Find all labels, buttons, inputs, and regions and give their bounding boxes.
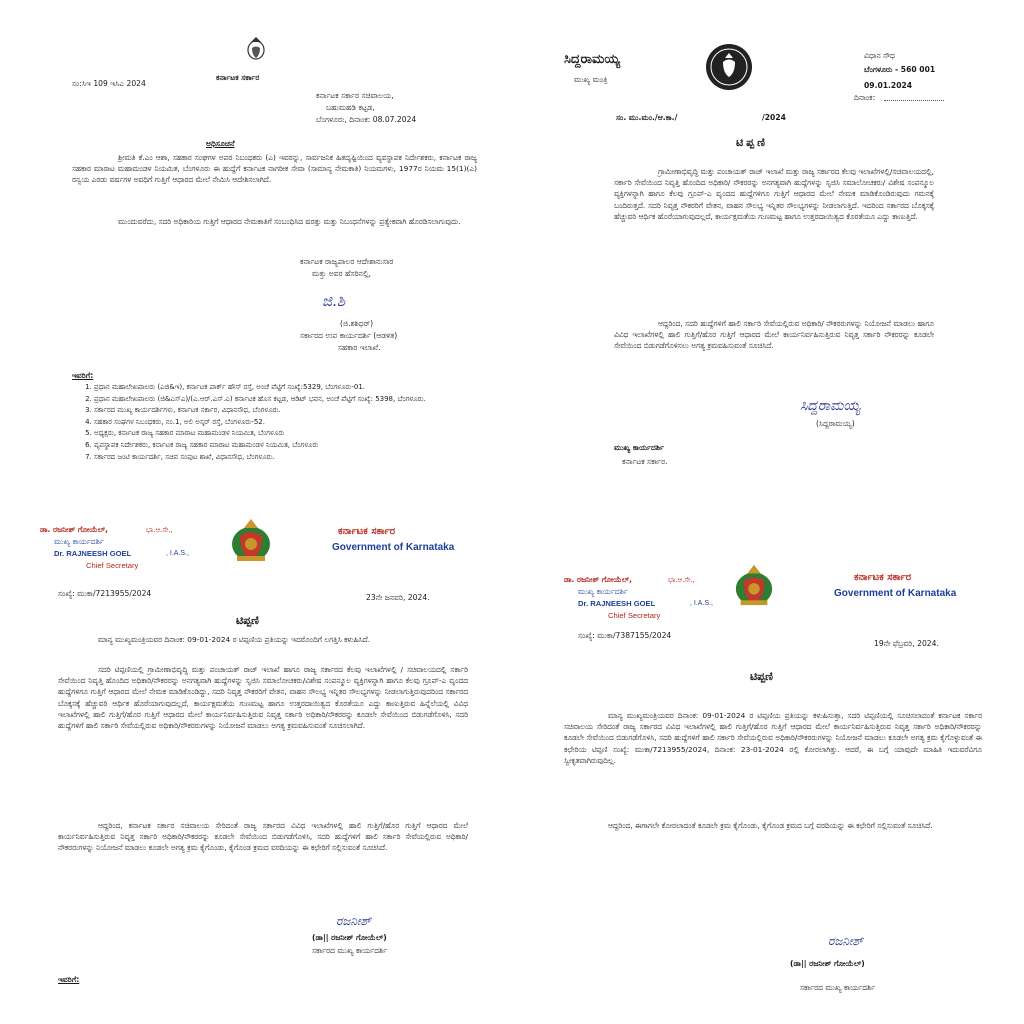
government-heading: ಕರ್ನಾಟಕ ಸರ್ಕಾರ: [216, 73, 260, 82]
cm-title: ಮುಖ್ಯ ಮಂತ್ರಿ: [574, 75, 608, 84]
name-kannada: ಡಾ. ರಜನೀಶ್ ಗೋಯೆಲ್,: [40, 525, 108, 534]
signer-name: (ಜಿ.ಶಶಿಧರ್): [340, 319, 374, 328]
government-english: Government of Karnataka: [834, 588, 957, 599]
chief-secretary-note-document-1: [18, 514, 500, 1004]
title-english: Chief Secretary: [86, 561, 139, 570]
reference-year: /2024: [762, 113, 786, 122]
signer-designation: ಸರ್ಕಾರದ ಮುಖ್ಯ ಕಾರ್ಯದರ್ಶಿ: [800, 983, 876, 992]
recipients-list: [80, 382, 494, 463]
list-item: 7. ಸರ್ಕಾರದ ಜಂಟಿ ಕಾರ್ಯದರ್ಶಿ, ಸಚಿವ ಸಂಪುಟ ಶಾಖೆ, ವಿಧಾನಸೌಧ, ಬೆಂಗಳೂರು.: [94, 452, 494, 463]
note-paragraph-2: ಆದ್ದರಿಂದ, ಸದರಿ ಹುದ್ದೆಗಳಿಗೆ ಹಾಲಿ ಸರ್ಕಾರಿ ಸೇವೆಯಲ್ಲಿರುವ ಅಧಿಕಾರಿ/ ನೌಕರರುಗಳನ್ನು ನಿಯೋಜನೆ ಮಾಡಲು ಹಾಗೂ ವಿವಿಧ ಇಲಾಖೆಗಳಲ್ಲಿ ಹಾಲಿ ಗುತ್ತಿಗೆ/ಹೊರ ಗುತ್ತಿಗೆ ಆಧಾರದ ಮೇಲೆ ಕಾರ್ಯನಿರ್ವಹಿಸುತ್ತಿರುವ ನಿವೃತ್ತ ಸರ್ಕಾರಿ ನೌಕರರನ್ನು ಕೂಡಲೇ ಸೇವೆಯಿಂದ ಬಿಡುಗಡೆಗೊಳಿಸಲು ಅಗತ್ಯ ಕ್ರಮವಹಿಸುವಂತೆ ಸೂಚಿಸಿದೆ.: [614, 319, 934, 351]
karnataka-color-emblem-icon: [732, 562, 776, 608]
list-item: 1. ಪ್ರಧಾನ ಮಹಾಲೇಖಪಾಲರು (ಎಜಿ&ಇ), ಕರ್ನಾಟಕ ಪಾರ್ಕ್ ಹೌಸ್ ರಸ್ತೆ, ಅಂಚೆ ಪೆಟ್ಟಿಗೆ ಸಂಖ್ಯೆ:5329, ಬೆಂಗಳೂರು-01.: [94, 382, 494, 393]
secretariat-line: ಕರ್ನಾಟಕ ಸರ್ಕಾರ ಸಚಿವಾಲಯ,: [316, 91, 394, 100]
city-pincode: ಬೆಂಗಳೂರು - 560 001: [864, 65, 936, 74]
document-title: ಅಧಿಸೂಚನೆ: [206, 139, 235, 148]
signature: ರಜನೀಶ್: [336, 914, 372, 928]
document-title: ಟಿಪ್ಪಣಿ: [750, 670, 773, 683]
list-item: 6. ವ್ಯವಸ್ಥಾಪಕ ನಿರ್ದೇಶಕರು, ಕರ್ನಾಟಕ ರಾಜ್ಯ ಸಹಕಾರ ಮಾರಾಟ ಮಹಾಮಂಡಳ ನಿಯಮಿತ, ಬೆಂಗಳೂರು: [94, 440, 494, 451]
note-date: 23ನೇ ಜನವರಿ, 2024.: [366, 593, 430, 602]
list-item: 5. ಅಧ್ಯಕ್ಷರು, ಕರ್ನಾಟಕ ರಾಜ್ಯ ಸಹಕಾರ ಮಾರಾಟ ಮಹಾಮಂಡಳ ನಿಯಮಿತ, ಬೆಂಗಳೂರು: [94, 428, 494, 439]
signer-name: (ಡಾ|| ರಜನೀಶ್ ಗೋಯೆಲ್): [312, 933, 387, 942]
document-title: ಟಿಪ್ಪಣಿ: [236, 614, 259, 627]
government-kannada: ಕರ್ನಾಟಕ ಸರ್ಕಾರ: [854, 572, 912, 583]
signature: ಜಿ.ಶಿ: [322, 292, 346, 310]
reference-number: ಸಂ:ಸಿಇ 109 ಇಸಿಎ 2024: [72, 79, 146, 88]
signature: ರಜನೀಶ್: [828, 934, 864, 948]
signature: ಸಿದ್ದರಾಮಯ್ಯ: [800, 398, 861, 414]
ias-kannada: ಭಾ.ಆ.ಸೇ.,: [668, 576, 695, 584]
chief-secretary-note-document-2: [538, 530, 1006, 1004]
ias-kannada: ಭಾ.ಆ.ಸೇ.,: [146, 526, 173, 534]
notification-document: [38, 20, 500, 506]
signer-designation: ಸರ್ಕಾರದ ಉಪ ಕಾರ್ಯದರ್ಶಿ (ಆಡಳಿತ): [300, 331, 398, 340]
note-date: 09.01.2024: [864, 81, 913, 90]
signer-name: (ಸಿದ್ದರಾಮಯ್ಯ): [816, 419, 855, 428]
note-paragraph-2: ಸದರಿ ಟಿಪ್ಪಣಿಯಲ್ಲಿ ಗ್ರಾಮೀಣಾಭಿವೃದ್ಧಿ ಮತ್ತು ಪಂಚಾಯತ್ ರಾಜ್ ಇಲಾಖೆ ಹಾಗೂ ರಾಜ್ಯ ಸರ್ಕಾರದ ಕೆಲವು ಇಲಾಖೆಗಳಲ್ಲಿ / ಸಚಿವಾಲಯದಲ್ಲಿ ಸರ್ಕಾರಿ ಸೇವೆಯಿಂದ ನಿವೃತ್ತಿ ಹೊಂದಿದ ಅಧಿಕಾರಿ/ನೌಕರರನ್ನು ಅನಗತ್ಯವಾಗಿ ಹುದ್ದೆಗಳನ್ನು ಸೃಜಿಸಿ ಸಮಾಲೋಚಕರು/ವಿಶೇಷ ಸಂಪನ್ಮೂಲ ವ್ಯಕ್ತಿಗಳನ್ನಾಗಿ ಹಾಗೂ ಕೆಲವು ಗ್ರೂಪ್-ಎ ವೃಂದದ ಹುದ್ದೆಗಳಿಗೂ ಗುತ್ತಿಗೆ ಆಧಾರದ ಮೇಲೆ ನೇಮಕ ಮಾಡಿಕೊಂಡಿದ್ದು, ಸದರಿ ನಿವೃತ್ತ ನೌಕರರಿಗೆ ವೇತನ, ವಾಹನ ಸೌಲಭ್ಯ ಇನ್ನಿತರ ಸೌಲಭ್ಯಗಳನ್ನು ನೀಡಲಾಗುತ್ತಿರುವುದರಿಂದ ಸರ್ಕಾರದ ಬೊಕ್ಕಸಕ್ಕೆ ಹೆಚ್ಚುವರಿ ಆರ್ಥಿಕ ಹೊರೆಯಾಗುವುದಲ್ಲದೆ, ಕಾರ್ಯಕ್ಷಮತೆಯ ಗುಣಮಟ್ಟ ಹಾಗೂ ಉತ್ತರದಾಯಿತ್ವದ ಕೊರತೆಯೂ ಎದ್ದು ಕಾಣುತ್ತಿರುವ ಹಿನ್ನೆಲೆಯಲ್ಲಿ ವಿವಿಧ ಇಲಾಖೆಗಳಲ್ಲಿ ಹಾಲಿ ಗುತ್ತಿಗೆ/ಹೊರ ಗುತ್ತಿಗೆ ಆಧಾರದ ಮೇಲೆ ಕಾರ್ಯನಿರ್ವಹಿಸುತ್ತಿರುವ ನಿವೃತ್ತ ಸರ್ಕಾರಿ ಅಧಿಕಾರಿ/ನೌಕರರನ್ನು ಕೂಡಲೇ ಸೇವೆಯಿಂದ ಬಿಡುಗಡೆಗೊಳಿಸಿ, ಸದರಿ ಹುದ್ದೆಗಳಿಗೆ ಹಾಲಿ ಸರ್ಕಾರಿ ಸೇವೆಯಲ್ಲಿರುವ ಅಧಿಕಾರಿ/ನೌಕರರುಗಳನ್ನು ನಿಯೋಜನೆ ಮಾಡಲು ಅಗತ್ಯ ಕ್ರಮವಹಿಸುವಂತೆ ಸೂಚಿಸಲಾಗಿದೆ.: [58, 665, 468, 731]
reference-number: ಸಂ. ಮು.ಮಂ./ಆ.ಕಾ./: [616, 113, 678, 122]
government-english: Government of Karnataka: [332, 542, 455, 553]
ias-english: , I.A.S.,: [166, 550, 189, 557]
document-title: ಟಿಪ್ಪಣಿ: [736, 136, 768, 149]
recipient-org: ಕರ್ನಾಟಕ ಸರ್ಕಾರ.: [622, 457, 668, 466]
ias-english: , I.A.S.,: [690, 600, 713, 607]
signer-name: (ಡಾ|| ರಜನೀಶ್ ಗೋಯೆಲ್): [790, 959, 865, 968]
note-paragraph-1: ಮಾನ್ಯ ಮುಖ್ಯಮಂತ್ರಿಯವರ ದಿನಾಂಕ: 09-01-2024 ರ ಟಿಪ್ಪಣಿಯ ಪ್ರತಿಯನ್ನು ಕಳುಹಿಸುತ್ತಾ, ಸದರಿ ಟಿಪ್ಪಣಿಯಲ್ಲಿ ಸೂಚಿಸಲಾದಂತೆ ಕರ್ನಾಟಕ ಸರ್ಕಾರ ಸಚಿವಾಲಯ ಸೇರಿದಂತೆ ರಾಜ್ಯ ಸರ್ಕಾರದ ವಿವಿಧ ಇಲಾಖೆಗಳಲ್ಲಿ ಹಾಲಿ ಗುತ್ತಿಗೆ/ಹೊರ ಗುತ್ತಿಗೆ ಆಧಾರದ ಮೇಲೆ ಕಾರ್ಯನಿರ್ವಹಿಸುತ್ತಿರುವ ನಿವೃತ್ತ ಸರ್ಕಾರಿ ಅಧಿಕಾರಿ/ನೌಕರರನ್ನು ಕೂಡಲೇ ಸೇವೆಯಿಂದ ಬಿಡುಗಡೆಗೊಳಿಸಿ, ಸದರಿ ಹುದ್ದೆಗಳಿಗೆ ಹಾಲಿ ಸರ್ಕಾರಿ ಸೇವೆಯಲ್ಲಿರುವ ಅಧಿಕಾರಿ/ನೌಕರರುಗಳನ್ನು ನಿಯೋಜನೆ ಮಾಡಲು ಕೂಡಲೇ ಅಗತ್ಯ ಕ್ರಮ ಕೈಗೊಳ್ಳುವಂತೆ ಈ ಕಛೇರಿಯ ಟಿಪ್ಪಣಿ ಸಂಖ್ಯೆ: ಮುಕಾ/7213955/2024, ದಿನಾಂಕ: 23-01-2024 ರಲ್ಲಿ ಕೋರಲಾಗಿತ್ತು. ಆದರೆ, ಈ ಬಗ್ಗೆ ಯಾವುದೇ ಮಾಹಿತಿ ಇದುವರೆವಿಗೂ ಸ್ವೀಕೃತವಾಗಿರುವುದಿಲ್ಲ.: [564, 711, 982, 765]
karnataka-seal-icon: [704, 42, 754, 92]
list-item: 4. ಸಹಕಾರ ಸಂಘಗಳ ನಿಬಂಧಕರು, ನಂ.1, ಅಲಿ ಅಸ್ಕರ್ ರಸ್ತೆ, ಬೆಂಗಳೂರು-52.: [94, 417, 494, 428]
title-english: Chief Secretary: [608, 611, 661, 620]
place-date: ಬೆಂಗಳೂರು, ದಿನಾಂಕ: 08.07.2024: [316, 115, 417, 124]
name-english: Dr. RAJNEESH GOEL: [578, 599, 656, 608]
title-kannada: ಮುಖ್ಯ ಕಾರ್ಯದರ್ಶಿ: [54, 537, 104, 546]
vidhana-soudha: ವಿಧಾನ ಸೌಧ: [864, 51, 895, 60]
cm-note-document: [518, 20, 1006, 506]
notification-paragraph-1: ಶ್ರೀಮತಿ ಕೆ.ಎಂ ಆಶಾ, ಸಹಕಾರ ಸಂಘಗಳ ಅಪರ ನಿಬಂಧಕರು (ಎ) ಇವರನ್ನು, ಸಾರ್ವಜನಿಕ ಹಿತದೃಷ್ಟಿಯಿಂದ ವ್ಯವಸ್ಥಾಪಕ ನಿರ್ದೇಶಕರು, ಕರ್ನಾಟಕ ರಾಜ್ಯ ಸಹಕಾರ ಮಾರಾಟ ಮಹಾಮಂಡಳ ನಿಯಮಿತ, ಬೆಂಗಳೂರು ಈ ಹುದ್ದೆಗೆ ಕರ್ನಾಟಕ ನಾಗರೀಕ ಸೇವಾ (ಸಾಮಾನ್ಯ ನೇಮಕಾತಿ) ನಿಯಮಗಳು, 1977ರ ನಿಯಮ 15(1)(ಎ) ರನ್ವಯ ಎರಡು ವರ್ಷಗಳ ಅವಧಿಗೆ ಗುತ್ತಿಗೆ ಆಧಾರದ ಮೇಲೆ ನೇಮಿಸಿ ಆದೇಶಿಸಲಾಗಿದೆ.: [72, 153, 477, 185]
note-date: 19ನೇ ಫೆಬ್ರವರಿ, 2024.: [874, 639, 939, 648]
recipient-title: ಮುಖ್ಯ ಕಾರ್ಯದರ್ಶಿ: [614, 443, 665, 452]
notification-paragraph-2: ಮುಂದುವರೆದು, ಸದರಿ ಅಧಿಕಾರಿಯ ಗುತ್ತಿಗೆ ಆಧಾರದ ನೇಮಕಾತಿಗೆ ಸಂಬಂಧಿಸಿದ ಷರತ್ತು ಮತ್ತು ನಿಬಂಧನೆಗಳನ್ನು ಪ್ರತ್ಯೇಕವಾಗಿ ಹೊರಡಿಸಲಾಗುವುದು.: [118, 217, 461, 226]
note-paragraph-2: ಆದ್ದರಿಂದ, ಈಗಾಗಲೇ ಕೋರಲಾದಂತೆ ಕೂಡಲೇ ಕ್ರಮ ಕೈಗೊಂಡು, ಕೈಗೊಂಡ ಕ್ರಮದ ಬಗ್ಗೆ ವರದಿಯನ್ನು ಈ ಕಛೇರಿಗೆ ಸಲ್ಲಿಸುವಂತೆ ಸೂಚಿಸಿದೆ.: [608, 821, 933, 830]
department-name: ಸಹಕಾರ ಇಲಾಖೆ.: [338, 343, 381, 352]
date-label: ದಿನಾಂಕ:: [854, 93, 876, 102]
list-item: 2. ಪ್ರಧಾನ ಮಹಾಲೇಖಪಾಲರು (ಜಿ&ಎಸ್‌ಎ)/(ಎ.ಆರ್.ಎಸ್.ಎ) ಕರ್ನಾಟಕ ಹೊಸ ಕಟ್ಟಡ, ಆಡಿಟ್ ಭವನ, ಅಂಚೆ ಪೆಟ್ಟಿಗೆ ಸಂಖ್ಯೆ: 5398, ಬೆಂಗಳೂರು.: [94, 394, 494, 405]
reference-number: ಸಂಖ್ಯೆ: ಮುಕಾ/7213955/2024: [58, 589, 152, 598]
name-english: Dr. RAJNEESH GOEL: [54, 549, 132, 558]
note-paragraph-1: ಗ್ರಾಮೀಣಾಭಿವೃದ್ಧಿ ಮತ್ತು ಪಂಚಾಯತ್ ರಾಜ್ ಇಲಾಖೆ ಮತ್ತು ರಾಜ್ಯ ಸರ್ಕಾರದ ಕೆಲವು ಇಲಾಖೆಗಳಲ್ಲಿ/ಸಚಿವಾಲಯದಲ್ಲಿ, ಸರ್ಕಾರಿ ಸೇವೆಯಿಂದ ನಿವೃತ್ತಿ ಹೊಂದಿದ ಅಧಿಕಾರಿ/ ನೌಕರರನ್ನು ಅನಗತ್ಯವಾಗಿ ಹುದ್ದೆಗಳನ್ನು ಸೃಜಿಸಿ ಸಮಾಲೋಚಕರು/ ವಿಶೇಷ ಸಂಪನ್ಮೂಲ ವ್ಯಕ್ತಿಗಳನ್ನಾಗಿ ಹಾಗೂ ಕೆಲವು ಗ್ರೂಪ್-ಎ ವೃಂದದ ಹುದ್ದೆಗಳಿಗೂ ಗುತ್ತಿಗೆ ಆಧಾರದ ಮೇಲೆ ನೇಮಕ ಮಾಡಿಕೊಂಡಿರುವುದು ಗಮನಕ್ಕೆ ಬಂದಿರುತ್ತದೆ. ಸದರಿ ನಿವೃತ್ತ ನೌಕರರಿಗೆ ವೇತನ, ವಾಹನ ಸೌಲಭ್ಯ ಇನ್ನಿತರ ಸೌಲಭ್ಯಗಳನ್ನು ನೀಡಲಾಗುತ್ತಿದೆ. ಇದರಿಂದ ಸರ್ಕಾರದ ಬೊಕ್ಕಸಕ್ಕೆ ಹೆಚ್ಚುವರಿ ಆರ್ಥಿಕ ಹೊರೆಯಾಗುವುದಲ್ಲದೆ, ಕಾರ್ಯಕ್ಷಮತೆಯ ಗುಣಮಟ್ಟ ಹಾಗೂ ಉತ್ತರದಾಯಿತ್ವದ ಕೊರತೆಯೂ ಎದ್ದು ಕಾಣುತ್ತಿದೆ.: [614, 167, 934, 221]
list-item: 3. ಸರ್ಕಾರದ ಮುಖ್ಯ ಕಾರ್ಯದರ್ಶಿಗಳು, ಕರ್ನಾಟಕ ಸರ್ಕಾರ, ವಿಧಾನಸೌಧ, ಬೆಂಗಳೂರು.: [94, 405, 494, 416]
recipients-heading: ಇವರಿಗೆ:: [72, 371, 94, 380]
signer-designation: ಸರ್ಕಾರದ ಮುಖ್ಯ ಕಾರ್ಯದರ್ಶಿ: [312, 946, 388, 955]
karnataka-color-emblem-icon: [228, 516, 274, 564]
note-paragraph-1: ಮಾನ್ಯ ಮುಖ್ಯಮಂತ್ರಿಯವರ ದಿನಾಂಕ: 09-01-2024 ರ ಟಿಪ್ಪಣಿಯ ಪ್ರತಿಯನ್ನು ಇದರೊಂದಿಗೆ ಲಗತ್ತಿಸಿ ಕಳುಹಿಸಿದೆ.: [98, 635, 371, 644]
name-kannada: ಡಾ. ರಜನೀಶ್ ಗೋಯೆಲ್,: [564, 575, 632, 584]
recipients-heading: ಇವರಿಗೆ:: [58, 975, 80, 984]
karnataka-emblem-icon: [244, 36, 268, 62]
building-line: ಬಹುಮಹಡಿ ಕಟ್ಟಡ,: [326, 103, 375, 112]
reference-number: ಸಂಖ್ಯೆ: ಮುಕಾ/7387155/2024: [578, 631, 672, 640]
government-kannada: ಕರ್ನಾಟಕ ಸರ್ಕಾರ: [338, 526, 396, 537]
governor-order-line-2: ಮತ್ತು ಅವರ ಹೆಸರಿನಲ್ಲಿ,: [312, 269, 372, 278]
note-paragraph-3: ಆದ್ದರಿಂದ, ಕರ್ನಾಟಕ ಸರ್ಕಾರ ಸಚಿವಾಲಯ ಸೇರಿದಂತೆ ರಾಜ್ಯ ಸರ್ಕಾರದ ವಿವಿಧ ಇಲಾಖೆಗಳಲ್ಲಿ ಹಾಲಿ ಗುತ್ತಿಗೆ/ಹೊರ ಗುತ್ತಿಗೆ ಆಧಾರದ ಮೇಲೆ ಕಾರ್ಯನಿರ್ವಹಿಸುತ್ತಿರುವ ನಿವೃತ್ತ ಸರ್ಕಾರಿ ಅಧಿಕಾರಿ/ನೌಕರರನ್ನು ಕೂಡಲೇ ಸೇವೆಯಿಂದ ಬಿಡುಗಡೆಗೊಳಿಸಿ, ಸದರಿ ಹುದ್ದೆಗಳಿಗೆ ಹಾಲಿ ಸರ್ಕಾರಿ ಸೇವೆಯಲ್ಲಿರುವ ಅಧಿಕಾರಿ/ನೌಕರರುಗಳನ್ನು ನಿಯೋಜನೆ ಮಾಡಲು ಕೂಡಲೇ ಅಗತ್ಯ ಕ್ರಮ ಕೈಗೊಂಡು, ಕೈಗೊಂಡ ಕ್ರಮದ ವರದಿಯನ್ನು ಈ ಕಛೇರಿಗೆ ಸಲ್ಲಿಸುವಂತೆ ಸೂಚಿಸಿದೆ.: [58, 821, 468, 853]
cm-name: ಸಿದ್ದರಾಮಯ್ಯ: [564, 52, 621, 67]
title-kannada: ಮುಖ್ಯ ಕಾರ್ಯದರ್ಶಿ: [578, 587, 628, 596]
date-field-line: [884, 100, 944, 101]
governor-order-line-1: ಕರ್ನಾಟಕ ರಾಜ್ಯಪಾಲರ ಆದೇಶಾನುಸಾರ: [300, 257, 394, 266]
